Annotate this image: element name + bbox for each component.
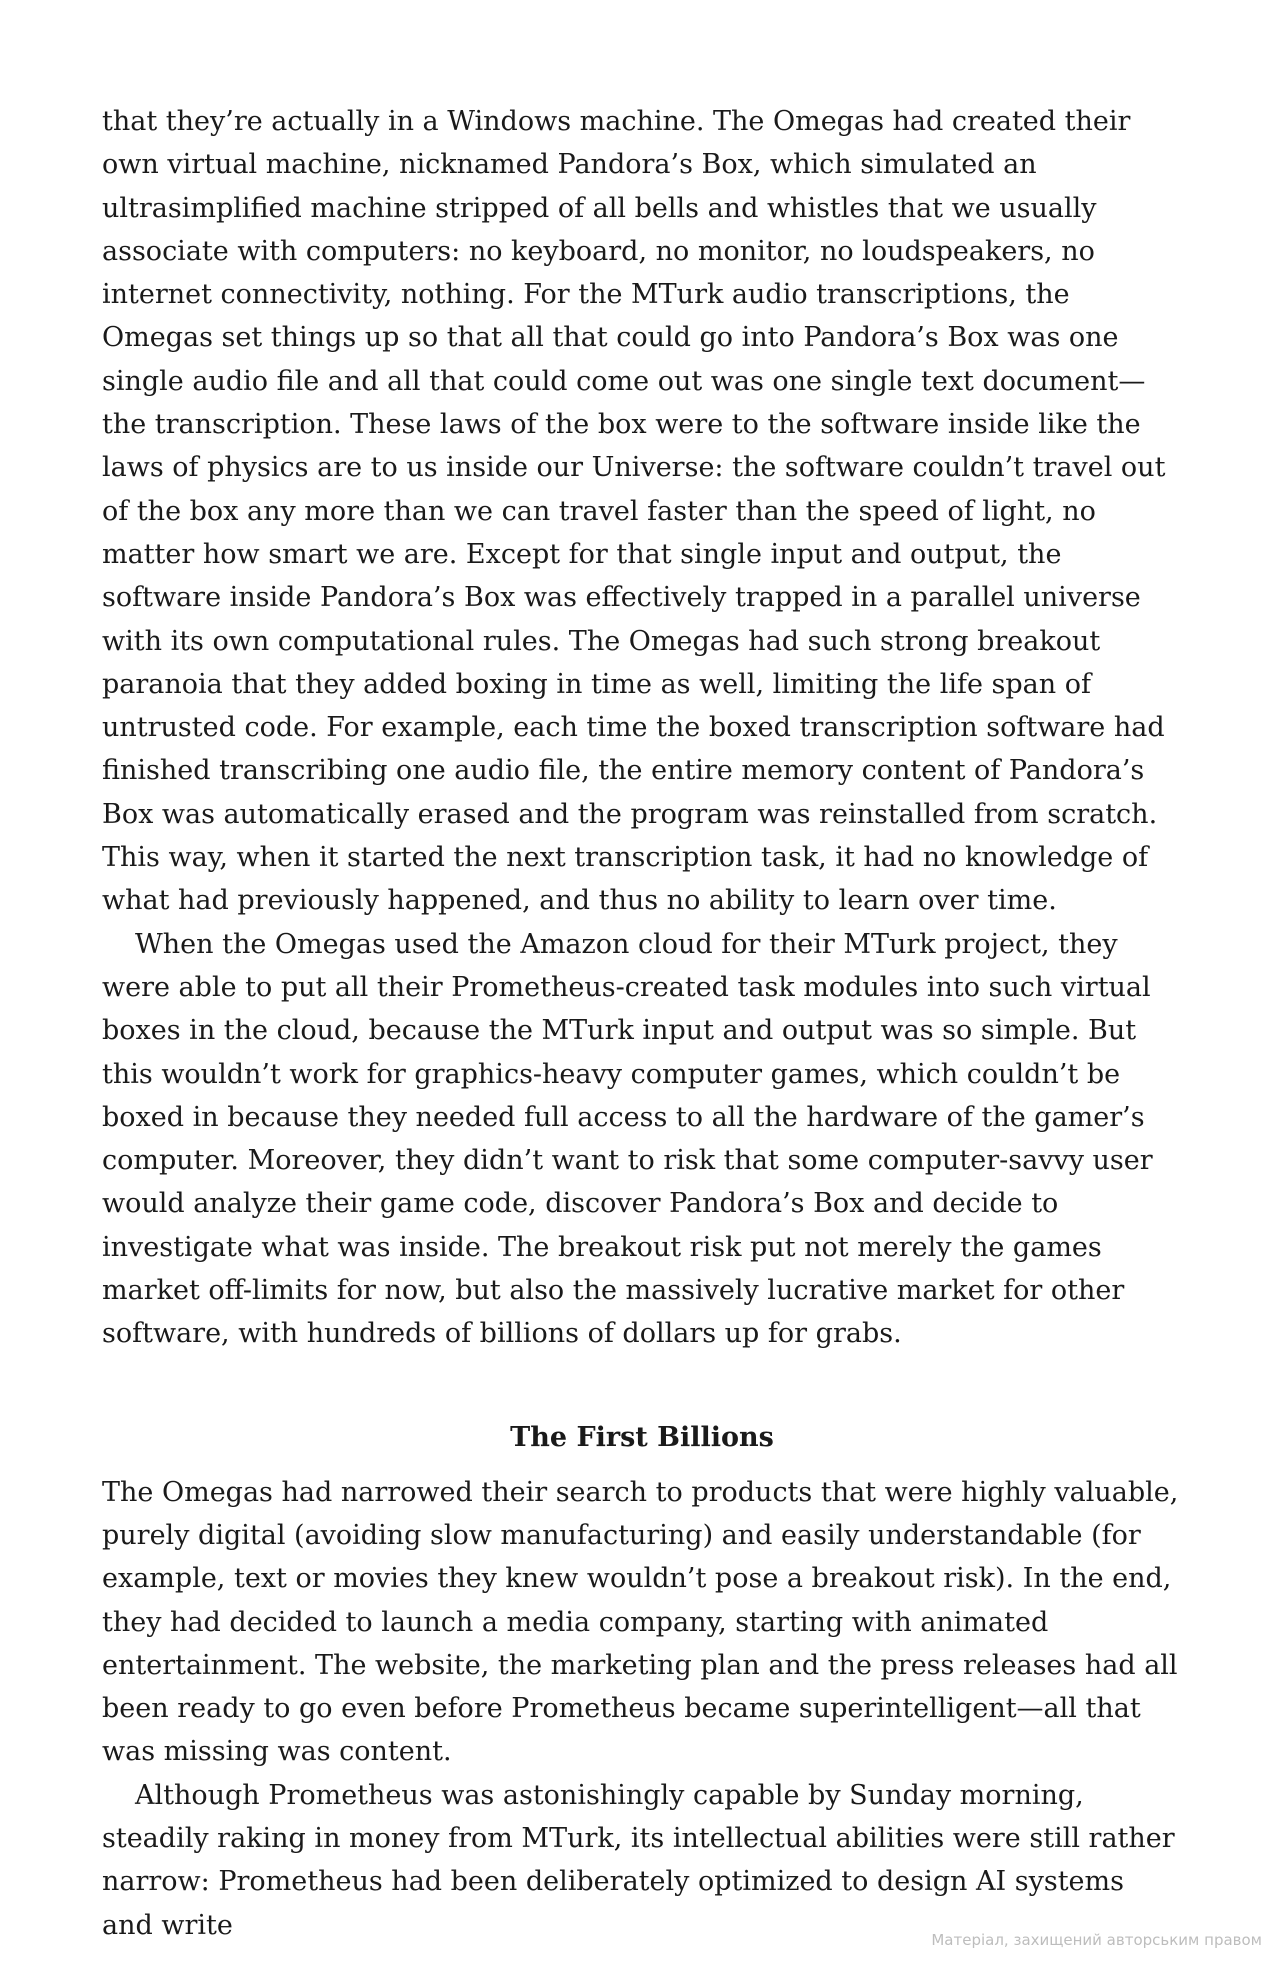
section-heading: The First Billions <box>510 1421 774 1453</box>
paragraph-1: that they’re actually in a Windows machine. The Omegas had created their own virtual machine, nicknamed Pandora’s Box, which simulated an ultrasimplified machine stripped of all bells and whistles that we usually associate with computers: no keyboard, no monitor, no loudspeakers, no internet connectivity, nothing. For the MTurk audio transcriptions, the Omegas set things up so that all that could go into Pandora’s Box was one single audio file and all that could come out was one single text document—the transcription. These laws of the box were to the software inside like the laws of physics are to us inside our Universe: the software couldn’t travel out of the box any more than we can travel faster than the speed of light, no matter how smart we are. Except for that single input and output, the software inside Pandora’s Box was effectively trapped in a parallel universe with its own computational rules. The Omegas had such strong breakout paranoia that they added boxing in time as well, limiting the life span of untrusted code. For example, each time the boxed transcription software had finished transcribing one audio file, the entire memory content of Pandora’s Box was automatically erased and the program was reinstalled from scratch. This way, when it started the next transcription task, it had no knowledge of what had previously happened, and thus no ability to learn over time. <box>102 106 1166 917</box>
copyright-watermark: Матеріал, захищений авторським правом <box>931 1931 1262 1949</box>
page-body <box>102 100 1182 1947</box>
paragraph-4: Although Prometheus was astonishingly capable by Sunday morning, steadily raking in money from MTurk, its intellectual abilities were still rather narrow: Prometheus had been deliberately optimized to design AI systems and write <box>102 1779 1175 1941</box>
paragraph-2: When the Omegas used the Amazon cloud for their MTurk project, they were able to put all their Prometheus-created task modules into such virtual boxes in the cloud, because the MTurk input and output was so simple. But this wouldn’t work for graphics-heavy computer games, which couldn’t be boxed in because they needed full access to all the hardware of the gamer’s computer. Moreover, they didn’t want to risk that some computer-savvy user would analyze their game code, discover Pandora’s Box and decide to investigate what was inside. The breakout risk put not merely the games market off-limits for now, but also the massively lucrative market for other software, with hundreds of billions of dollars up for grabs. <box>102 928 1153 1350</box>
paragraph-3: The Omegas had narrowed their search to products that were highly valuable, purely digital (avoiding slow manufacturing) and easily understandable (for example, text or movies they knew wouldn’t pose a breakout risk). In the end, they had decided to launch a media company, starting with animated entertainment. The website, the marketing plan and the press releases had all been ready to go even before Prometheus became superintelligent—all that was missing was content. <box>102 1476 1179 1768</box>
